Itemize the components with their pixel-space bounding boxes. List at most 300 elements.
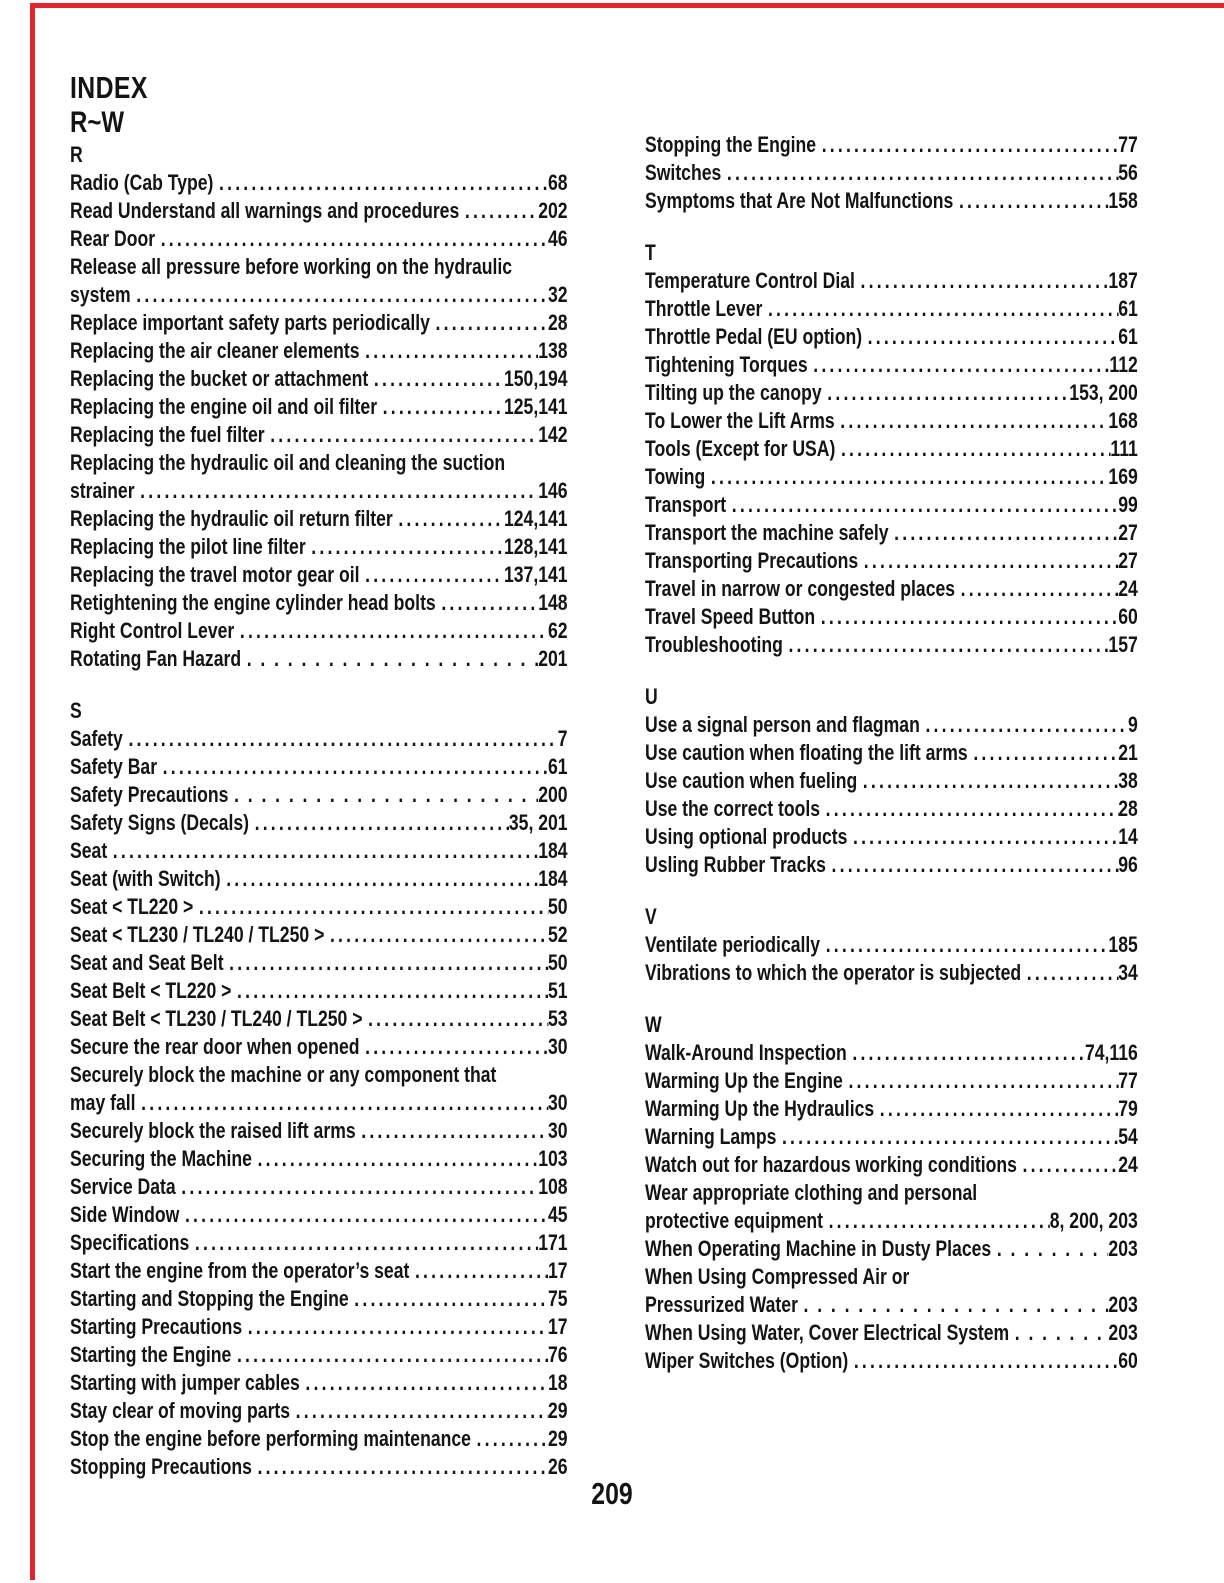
entry-page-number: 96 xyxy=(1118,852,1138,877)
entry-text: Towing xyxy=(645,464,706,489)
index-entry xyxy=(645,739,1138,767)
dot-leader xyxy=(829,1207,1050,1235)
dot-leader xyxy=(436,309,548,337)
entry-text: Temperature Control Dial xyxy=(645,268,855,293)
entry-text: Travel in narrow or congested places xyxy=(645,576,956,601)
dot-leader xyxy=(128,725,557,753)
entry-page-number: 27 xyxy=(1118,548,1138,573)
entry-page-number: 124,141 xyxy=(503,506,568,531)
entry-text: Seat xyxy=(70,838,108,863)
entry-page-number: 157 xyxy=(1108,632,1138,657)
entry-page-number: 77 xyxy=(1118,1068,1138,1093)
dot-leader xyxy=(441,589,538,617)
dot-leader xyxy=(925,711,1128,739)
entry-page-number: 184 xyxy=(538,838,568,863)
entry-text: Right Control Lever xyxy=(70,618,235,643)
entry-text: Starting Precautions xyxy=(70,1314,243,1339)
entry-text: Tilting up the canopy xyxy=(645,380,822,405)
index-entry xyxy=(645,323,1138,351)
entry-text: Warming Up the Engine xyxy=(645,1068,843,1093)
entry-text: Troubleshooting xyxy=(645,632,783,657)
index-entry xyxy=(645,1095,1138,1123)
entry-text: Safety Signs (Decals) xyxy=(70,810,249,835)
entry-page-number: 142 xyxy=(538,422,568,447)
index-section xyxy=(645,683,1138,879)
entry-page-number: 52 xyxy=(548,922,568,947)
dot-leader xyxy=(861,267,1109,295)
dot-leader xyxy=(374,365,504,393)
entry-text: Walk-Around Inspection xyxy=(645,1040,847,1065)
entry-page-number: 137,141 xyxy=(503,562,568,587)
dot-leader xyxy=(163,753,548,781)
entry-text: Usling Rubber Tracks xyxy=(645,852,826,877)
dot-leader xyxy=(296,1397,548,1425)
entry-page-number: 185 xyxy=(1108,932,1138,957)
entry-text: Stopping Precautions xyxy=(70,1454,252,1479)
index-entry xyxy=(645,351,1138,379)
entry-text: may fall xyxy=(70,1090,136,1115)
entry-page-number: 26 xyxy=(548,1454,568,1479)
section-letter: U xyxy=(645,684,658,709)
index-entry xyxy=(70,921,568,949)
entry-text: When Using Water, Cover Electrical System xyxy=(645,1320,1010,1345)
entry-page-number: 184 xyxy=(538,866,568,891)
dot-leader xyxy=(465,197,538,225)
entry-text: Radio (Cab Type) xyxy=(70,170,214,195)
dot-leader xyxy=(255,809,509,837)
entry-page-number: 125,141 xyxy=(503,394,568,419)
entry-text: Tools (Except for USA) xyxy=(645,436,836,461)
dot-leader xyxy=(365,561,504,589)
dot-leader xyxy=(270,421,538,449)
index-entry xyxy=(70,281,568,309)
index-section xyxy=(645,903,1138,987)
index-entry xyxy=(645,187,1138,215)
entry-text: Starting and Stopping the Engine xyxy=(70,1286,349,1311)
dot-leader xyxy=(477,1425,548,1453)
entry-text: Travel Speed Button xyxy=(645,604,816,629)
dot-leader xyxy=(826,795,1119,823)
dot-leader xyxy=(853,823,1118,851)
dot-leader xyxy=(832,851,1119,879)
entry-text: Replace important safety parts periodically xyxy=(70,310,430,335)
index-entry xyxy=(645,1123,1138,1151)
entry-text: Seat Belt < TL230 / TL240 / TL250 > xyxy=(70,1006,363,1031)
entry-page-number: 112 xyxy=(1109,352,1138,377)
index-entry xyxy=(70,393,568,421)
dot-leader xyxy=(1022,1151,1118,1179)
dot-leader xyxy=(788,631,1108,659)
index-entry xyxy=(70,1005,568,1033)
section-letter: S xyxy=(70,698,82,723)
entry-page-number: 30 xyxy=(548,1090,568,1115)
dot-leader xyxy=(863,767,1118,795)
entry-page-number: 201 xyxy=(538,646,568,671)
entry-page-number: 158 xyxy=(1108,188,1138,213)
dot-leader xyxy=(415,1257,548,1285)
entry-page-number: 54 xyxy=(1118,1124,1138,1149)
entry-text: Retightening the engine cylinder head bolts xyxy=(70,590,436,615)
index-range: R~W xyxy=(70,106,124,139)
entry-text: Starting the Engine xyxy=(70,1342,232,1367)
entry-text: To Lower the Lift Arms xyxy=(645,408,835,433)
entry-text: When Operating Machine in Dusty Places xyxy=(645,1236,992,1261)
entry-text: Replacing the fuel filter xyxy=(70,422,265,447)
index-entry xyxy=(645,1039,1138,1067)
dot-leader xyxy=(311,533,504,561)
dot-leader xyxy=(229,949,548,977)
index-entry xyxy=(645,295,1138,323)
index-entry xyxy=(645,1263,1138,1291)
index-entry xyxy=(70,337,568,365)
dot-leader xyxy=(894,519,1118,547)
entry-page-number: 68 xyxy=(548,170,568,195)
entry-text: Ventilate periodically xyxy=(645,932,821,957)
entry-text: Stop the engine before performing maintenance xyxy=(70,1426,471,1451)
dot-leader xyxy=(813,351,1109,379)
entry-page-number: 77 xyxy=(1118,132,1138,157)
entry-page-number: 79 xyxy=(1118,1096,1138,1121)
index-section xyxy=(645,239,1138,659)
entry-page-number: 99 xyxy=(1118,492,1138,517)
entry-page-number: 108 xyxy=(538,1174,568,1199)
dot-leader xyxy=(195,1229,538,1257)
entry-text: Stopping the Engine xyxy=(645,132,817,157)
dot-leader xyxy=(840,407,1108,435)
entry-page-number: 50 xyxy=(548,894,568,919)
entry-text: Wiper Switches (Option) xyxy=(645,1348,849,1373)
index-entry xyxy=(70,589,568,617)
index-entry xyxy=(70,1061,568,1089)
index-entry xyxy=(645,575,1138,603)
index-entry xyxy=(645,795,1138,823)
entry-text: Pressurized Water xyxy=(645,1292,798,1317)
entry-page-number: 35, 201 xyxy=(508,810,568,835)
dot-leader xyxy=(258,1145,539,1173)
index-entry xyxy=(645,1179,1138,1207)
entry-page-number: 61 xyxy=(1118,296,1138,321)
entry-text: Stay clear of moving parts xyxy=(70,1398,291,1423)
index-entry xyxy=(645,1291,1138,1319)
index-entry xyxy=(645,1319,1138,1347)
entry-text: Transport the machine safely xyxy=(645,520,889,545)
entry-text: Use caution when fueling xyxy=(645,768,858,793)
entry-text: Replacing the bucket or attachment xyxy=(70,366,369,391)
dot-leader xyxy=(181,1173,538,1201)
entry-page-number: 187 xyxy=(1108,268,1138,293)
entry-text: Seat (with Switch) xyxy=(70,866,221,891)
dot-leader xyxy=(880,1095,1118,1123)
entry-page-number: 50 xyxy=(548,950,568,975)
index-entry xyxy=(645,519,1138,547)
entry-text: Replacing the hydraulic oil return filter xyxy=(70,506,393,531)
index-entry xyxy=(70,809,568,837)
entry-page-number: 53 xyxy=(548,1006,568,1031)
entry-page-number: 168 xyxy=(1108,408,1138,433)
index-entry xyxy=(70,1369,568,1397)
dot-leader xyxy=(854,1347,1118,1375)
index-entry xyxy=(645,131,1138,159)
dot-leader xyxy=(727,159,1118,187)
entry-text: Replacing the air cleaner elements xyxy=(70,338,360,363)
index-entry xyxy=(645,379,1138,407)
red-crop-mark-left xyxy=(30,3,35,1580)
index-entry xyxy=(70,837,568,865)
entry-page-number: 74,116 xyxy=(1084,1040,1138,1065)
entry-text: Securely block the machine or any component that xyxy=(70,1062,497,1087)
index-entry xyxy=(70,309,568,337)
entry-page-number: 153, 200 xyxy=(1069,380,1138,405)
entry-page-number: 60 xyxy=(1118,1348,1138,1373)
entry-text: Replacing the pilot line filter xyxy=(70,534,306,559)
entry-page-number: 138 xyxy=(538,338,568,363)
dot-leader xyxy=(305,1369,548,1397)
entry-page-number: 61 xyxy=(548,754,568,779)
index-entry xyxy=(645,159,1138,187)
dot-leader xyxy=(113,837,538,865)
index-entry xyxy=(70,865,568,893)
entry-text: Use a signal person and flagman xyxy=(645,712,920,737)
index-entry xyxy=(645,267,1138,295)
index-entry xyxy=(70,645,568,673)
index-entry xyxy=(70,1257,568,1285)
entry-text: system xyxy=(70,282,131,307)
entry-text: protective equipment xyxy=(645,1208,823,1233)
entry-text: Wear appropriate clothing and personal xyxy=(645,1180,978,1205)
section-letter: W xyxy=(645,1012,662,1037)
entry-text: Seat and Seat Belt xyxy=(70,950,224,975)
entry-page-number: 18 xyxy=(548,1370,568,1395)
index-entry xyxy=(645,1151,1138,1179)
entry-text: Seat < TL220 > xyxy=(70,894,194,919)
entry-text: Release all pressure before working on the hydraulic xyxy=(70,254,513,279)
entry-text: Transport xyxy=(645,492,727,517)
index-entry xyxy=(70,253,568,281)
entry-page-number: 103 xyxy=(538,1146,568,1171)
dot-leader xyxy=(868,323,1119,351)
entry-text: Using optional products xyxy=(645,824,848,849)
dot-leader xyxy=(140,477,538,505)
entry-page-number: 150,194 xyxy=(503,366,568,391)
dot-leader xyxy=(141,1089,548,1117)
dot-leader xyxy=(848,1067,1118,1095)
entry-page-number: 56 xyxy=(1118,160,1138,185)
dot-leader xyxy=(822,131,1119,159)
index-entry xyxy=(70,1145,568,1173)
dot-leader xyxy=(826,931,1109,959)
index-entry xyxy=(70,1173,568,1201)
entry-text: Securing the Machine xyxy=(70,1146,252,1171)
entry-page-number: 24 xyxy=(1118,576,1138,601)
dot-leader xyxy=(237,1341,548,1369)
entry-text: Replacing the engine oil and oil filter xyxy=(70,394,378,419)
entry-page-number: 28 xyxy=(1118,796,1138,821)
entry-page-number: 148 xyxy=(538,590,568,615)
index-entry xyxy=(70,753,568,781)
entry-text: Transporting Precautions xyxy=(645,548,859,573)
entry-page-number: 202 xyxy=(538,198,568,223)
entry-text: Throttle Pedal (EU option) xyxy=(645,324,863,349)
dot-leader xyxy=(136,281,548,309)
entry-text: Throttle Lever xyxy=(645,296,763,321)
dot-leader xyxy=(973,739,1118,767)
footer-page-number: 209 xyxy=(591,1476,633,1511)
section-letter: T xyxy=(645,240,656,265)
entry-page-number: 45 xyxy=(548,1202,568,1227)
entry-page-number: 14 xyxy=(1118,824,1138,849)
entry-text: Seat Belt < TL220 > xyxy=(70,978,232,1003)
index-entry xyxy=(70,617,568,645)
entry-text: Read Understand all warnings and procedures xyxy=(70,198,460,223)
dot-leader xyxy=(368,1005,548,1033)
dot-leader xyxy=(398,505,504,533)
dot-leader xyxy=(732,491,1118,519)
index-entry xyxy=(70,1425,568,1453)
entry-page-number: 76 xyxy=(548,1342,568,1367)
dot-leader xyxy=(782,1123,1118,1151)
index-entry xyxy=(70,421,568,449)
entry-page-number: 203 xyxy=(1108,1236,1138,1261)
index-entry xyxy=(645,1207,1138,1235)
entry-text: Securely block the raised lift arms xyxy=(70,1118,356,1143)
dot-leader xyxy=(959,187,1108,215)
left-column xyxy=(70,70,568,1481)
entry-page-number: 17 xyxy=(548,1258,568,1283)
entry-page-number: 28 xyxy=(548,310,568,335)
entry-page-number: 171 xyxy=(538,1230,568,1255)
dot-leader xyxy=(361,1117,548,1145)
dot-leader xyxy=(997,1235,1109,1263)
entry-text: Symptoms that Are Not Malfunctions xyxy=(645,188,954,213)
entry-text: Side Window xyxy=(70,1202,180,1227)
entry-page-number: 32 xyxy=(548,282,568,307)
dot-leader xyxy=(1027,959,1118,987)
index-entry xyxy=(70,1117,568,1145)
index-entry xyxy=(70,725,568,753)
right-column xyxy=(645,131,1138,1375)
section-letter: R xyxy=(70,142,83,167)
index-entry xyxy=(70,477,568,505)
dot-leader xyxy=(354,1285,548,1313)
entry-page-number: 51 xyxy=(548,978,568,1003)
entry-page-number: 21 xyxy=(1118,740,1138,765)
index-entry xyxy=(645,603,1138,631)
index-entry xyxy=(70,449,568,477)
dot-leader xyxy=(961,575,1119,603)
entry-text: Rotating Fan Hazard xyxy=(70,646,242,671)
entry-page-number: 203 xyxy=(1108,1320,1138,1345)
entry-text: Specifications xyxy=(70,1230,190,1255)
index-entry xyxy=(645,959,1138,987)
index-entry xyxy=(70,1089,568,1117)
index-entry xyxy=(70,1341,568,1369)
dot-leader xyxy=(804,1291,1109,1319)
index-entry xyxy=(70,1229,568,1257)
entry-text: Warming Up the Hydraulics xyxy=(645,1096,875,1121)
entry-page-number: 9 xyxy=(1128,712,1138,737)
dot-leader xyxy=(383,393,504,421)
entry-page-number: 203 xyxy=(1108,1292,1138,1317)
entry-text: Warning Lamps xyxy=(645,1124,777,1149)
dot-leader xyxy=(821,603,1118,631)
dot-leader xyxy=(827,379,1069,407)
dot-leader xyxy=(219,169,548,197)
index-entry xyxy=(645,711,1138,739)
dot-leader xyxy=(1015,1319,1109,1347)
entry-text: Safety Bar xyxy=(70,754,158,779)
dot-leader xyxy=(226,865,538,893)
entry-text: strainer xyxy=(70,478,135,503)
entry-page-number: 34 xyxy=(1118,960,1138,985)
entry-page-number: 30 xyxy=(548,1118,568,1143)
entry-page-number: 24 xyxy=(1118,1152,1138,1177)
index-entry xyxy=(70,225,568,253)
index-entry xyxy=(645,931,1138,959)
right-column-entries xyxy=(645,131,1138,1375)
red-crop-mark-top xyxy=(30,3,1224,8)
index-entry xyxy=(70,1285,568,1313)
index-entry xyxy=(70,1033,568,1061)
dot-leader xyxy=(161,225,548,253)
entry-text: Safety xyxy=(70,726,123,751)
dot-leader xyxy=(185,1201,548,1229)
dot-leader xyxy=(841,435,1110,463)
entry-page-number: 61 xyxy=(1118,324,1138,349)
index-entry xyxy=(645,631,1138,659)
dot-leader xyxy=(365,1033,548,1061)
index-entry xyxy=(645,823,1138,851)
index-entry xyxy=(70,533,568,561)
index-entry xyxy=(645,767,1138,795)
dot-leader xyxy=(365,337,538,365)
index-entry xyxy=(645,491,1138,519)
entry-page-number: 30 xyxy=(548,1034,568,1059)
entry-page-number: 62 xyxy=(548,618,568,643)
dot-leader xyxy=(237,977,548,1005)
entry-text: Service Data xyxy=(70,1174,176,1199)
entry-page-number: 200 xyxy=(538,782,568,807)
left-column-entries xyxy=(70,141,568,1481)
entry-page-number: 29 xyxy=(548,1426,568,1451)
dot-leader xyxy=(852,1039,1085,1067)
index-entry xyxy=(645,1235,1138,1263)
page-title: INDEX xyxy=(70,70,148,105)
entry-page-number: 17 xyxy=(548,1314,568,1339)
index-entry xyxy=(70,197,568,225)
entry-page-number: 111 xyxy=(1110,436,1138,461)
index-entry xyxy=(645,407,1138,435)
index-entry xyxy=(70,561,568,589)
entry-text: Replacing the hydraulic oil and cleaning the suction xyxy=(70,450,506,475)
index-section xyxy=(645,131,1138,215)
entry-page-number: 128,141 xyxy=(503,534,568,559)
index-entry xyxy=(70,893,568,921)
index-entry xyxy=(70,1201,568,1229)
entry-page-number: 75 xyxy=(548,1286,568,1311)
dot-leader xyxy=(330,921,548,949)
entry-page-number: 146 xyxy=(538,478,568,503)
dot-leader xyxy=(864,547,1118,575)
dot-leader xyxy=(234,781,538,809)
index-entry xyxy=(70,1313,568,1341)
entry-page-number: 38 xyxy=(1118,768,1138,793)
entry-page-number: 29 xyxy=(548,1398,568,1423)
dot-leader xyxy=(199,893,548,921)
entry-text: Seat < TL230 / TL240 / TL250 > xyxy=(70,922,325,947)
index-section xyxy=(70,697,568,1481)
entry-text: Safety Precautions xyxy=(70,782,229,807)
entry-text: Watch out for hazardous working conditions xyxy=(645,1152,1017,1177)
